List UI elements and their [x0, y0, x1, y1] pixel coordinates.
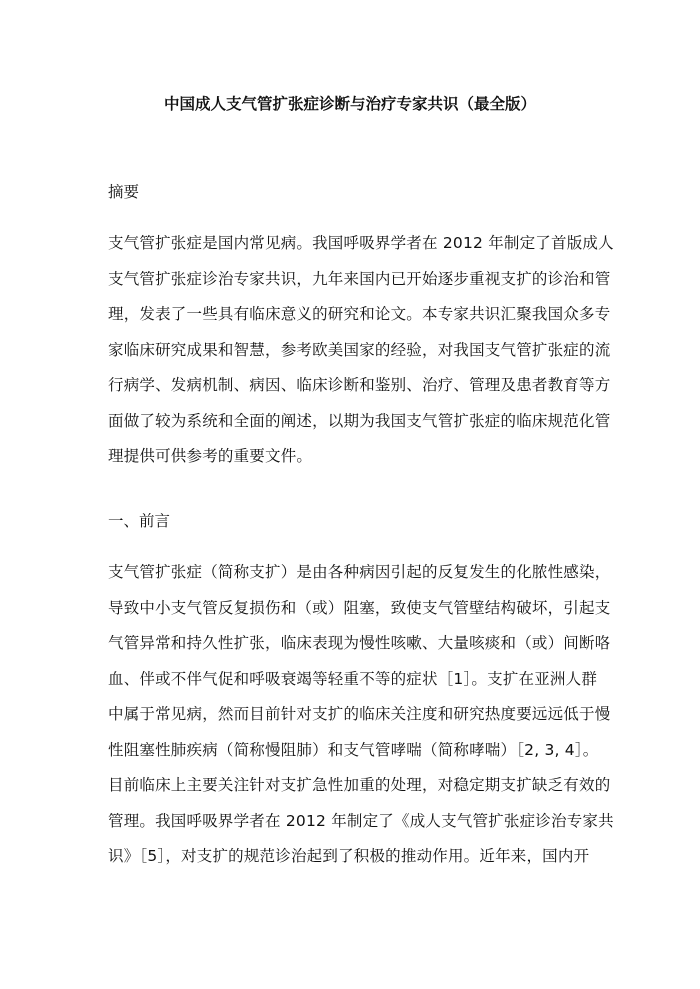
paragraph-line: 支气管扩张症是国内常见病。我国呼吸界学者在 2012 年制定了首版成人 — [108, 234, 614, 252]
paragraph-line: 支气管扩张症（简称支扩）是由各种病因引起的反复发生的化脓性感染， — [108, 563, 611, 581]
abstract-heading: 摘要 — [108, 183, 140, 201]
paragraph-line: 中属于常见病，然而目前针对支扩的临床关注度和研究热度要远远低于慢 — [108, 705, 611, 723]
paragraph-line: 识》［5］，对支扩的规范诊治起到了积极的推动作用。近年来，国内开 — [108, 847, 590, 865]
paragraph-line: 目前临床上主要关注针对支扩急性加重的处理，对稳定期支扩缺乏有效的 — [108, 776, 611, 794]
paragraph-line: 性阻塞性肺疾病（简称慢阻肺）和支气管哮喘（简称哮喘）［2, 3, 4］。 — [108, 740, 599, 759]
paragraph-line: 血、伴或不伴气促和呼吸衰竭等轻重不等的症状［1］。支扩在亚洲人群 — [108, 669, 598, 688]
paragraph-line: 行病学、发病机制、病因、临床诊断和鉴别、治疗、管理及患者教育等方 — [108, 376, 611, 394]
paragraph-line: 理，发表了一些具有临床意义的研究和论文。本专家共识汇聚我国众多专 — [108, 305, 611, 323]
paragraph-line: 气管异常和持久性扩张，临床表现为慢性咳嗽、大量咳痰和（或）间断咯 — [108, 634, 611, 652]
abstract-paragraph — [108, 226, 614, 475]
section-heading-preface: 一、前言 — [108, 512, 171, 530]
paragraph-line: 家临床研究成果和智慧，参考欧美国家的经验，对我国支气管扩张症的流 — [108, 340, 611, 359]
paragraph-line: 支气管扩张症诊治专家共识，九年来国内已开始逐步重视支扩的诊治和管 — [108, 269, 611, 288]
paragraph-line: 面做了较为系统和全面的阐述，以期为我国支气管扩张症的临床规范化管 — [108, 411, 611, 430]
paragraph-line: 理提供可供参考的重要文件。 — [108, 447, 313, 465]
preface-paragraph — [108, 555, 614, 875]
paragraph-line: 管理。我国呼吸界学者在 2012 年制定了《成人支气管扩张症诊治专家共 — [108, 811, 614, 830]
document-title: 中国成人支气管扩张症诊断与治疗专家共识（最全版） — [163, 95, 536, 113]
paragraph-line: 导致中小支气管反复损伤和（或）阻塞，致使支气管壁结构破坏，引起支 — [108, 598, 611, 617]
